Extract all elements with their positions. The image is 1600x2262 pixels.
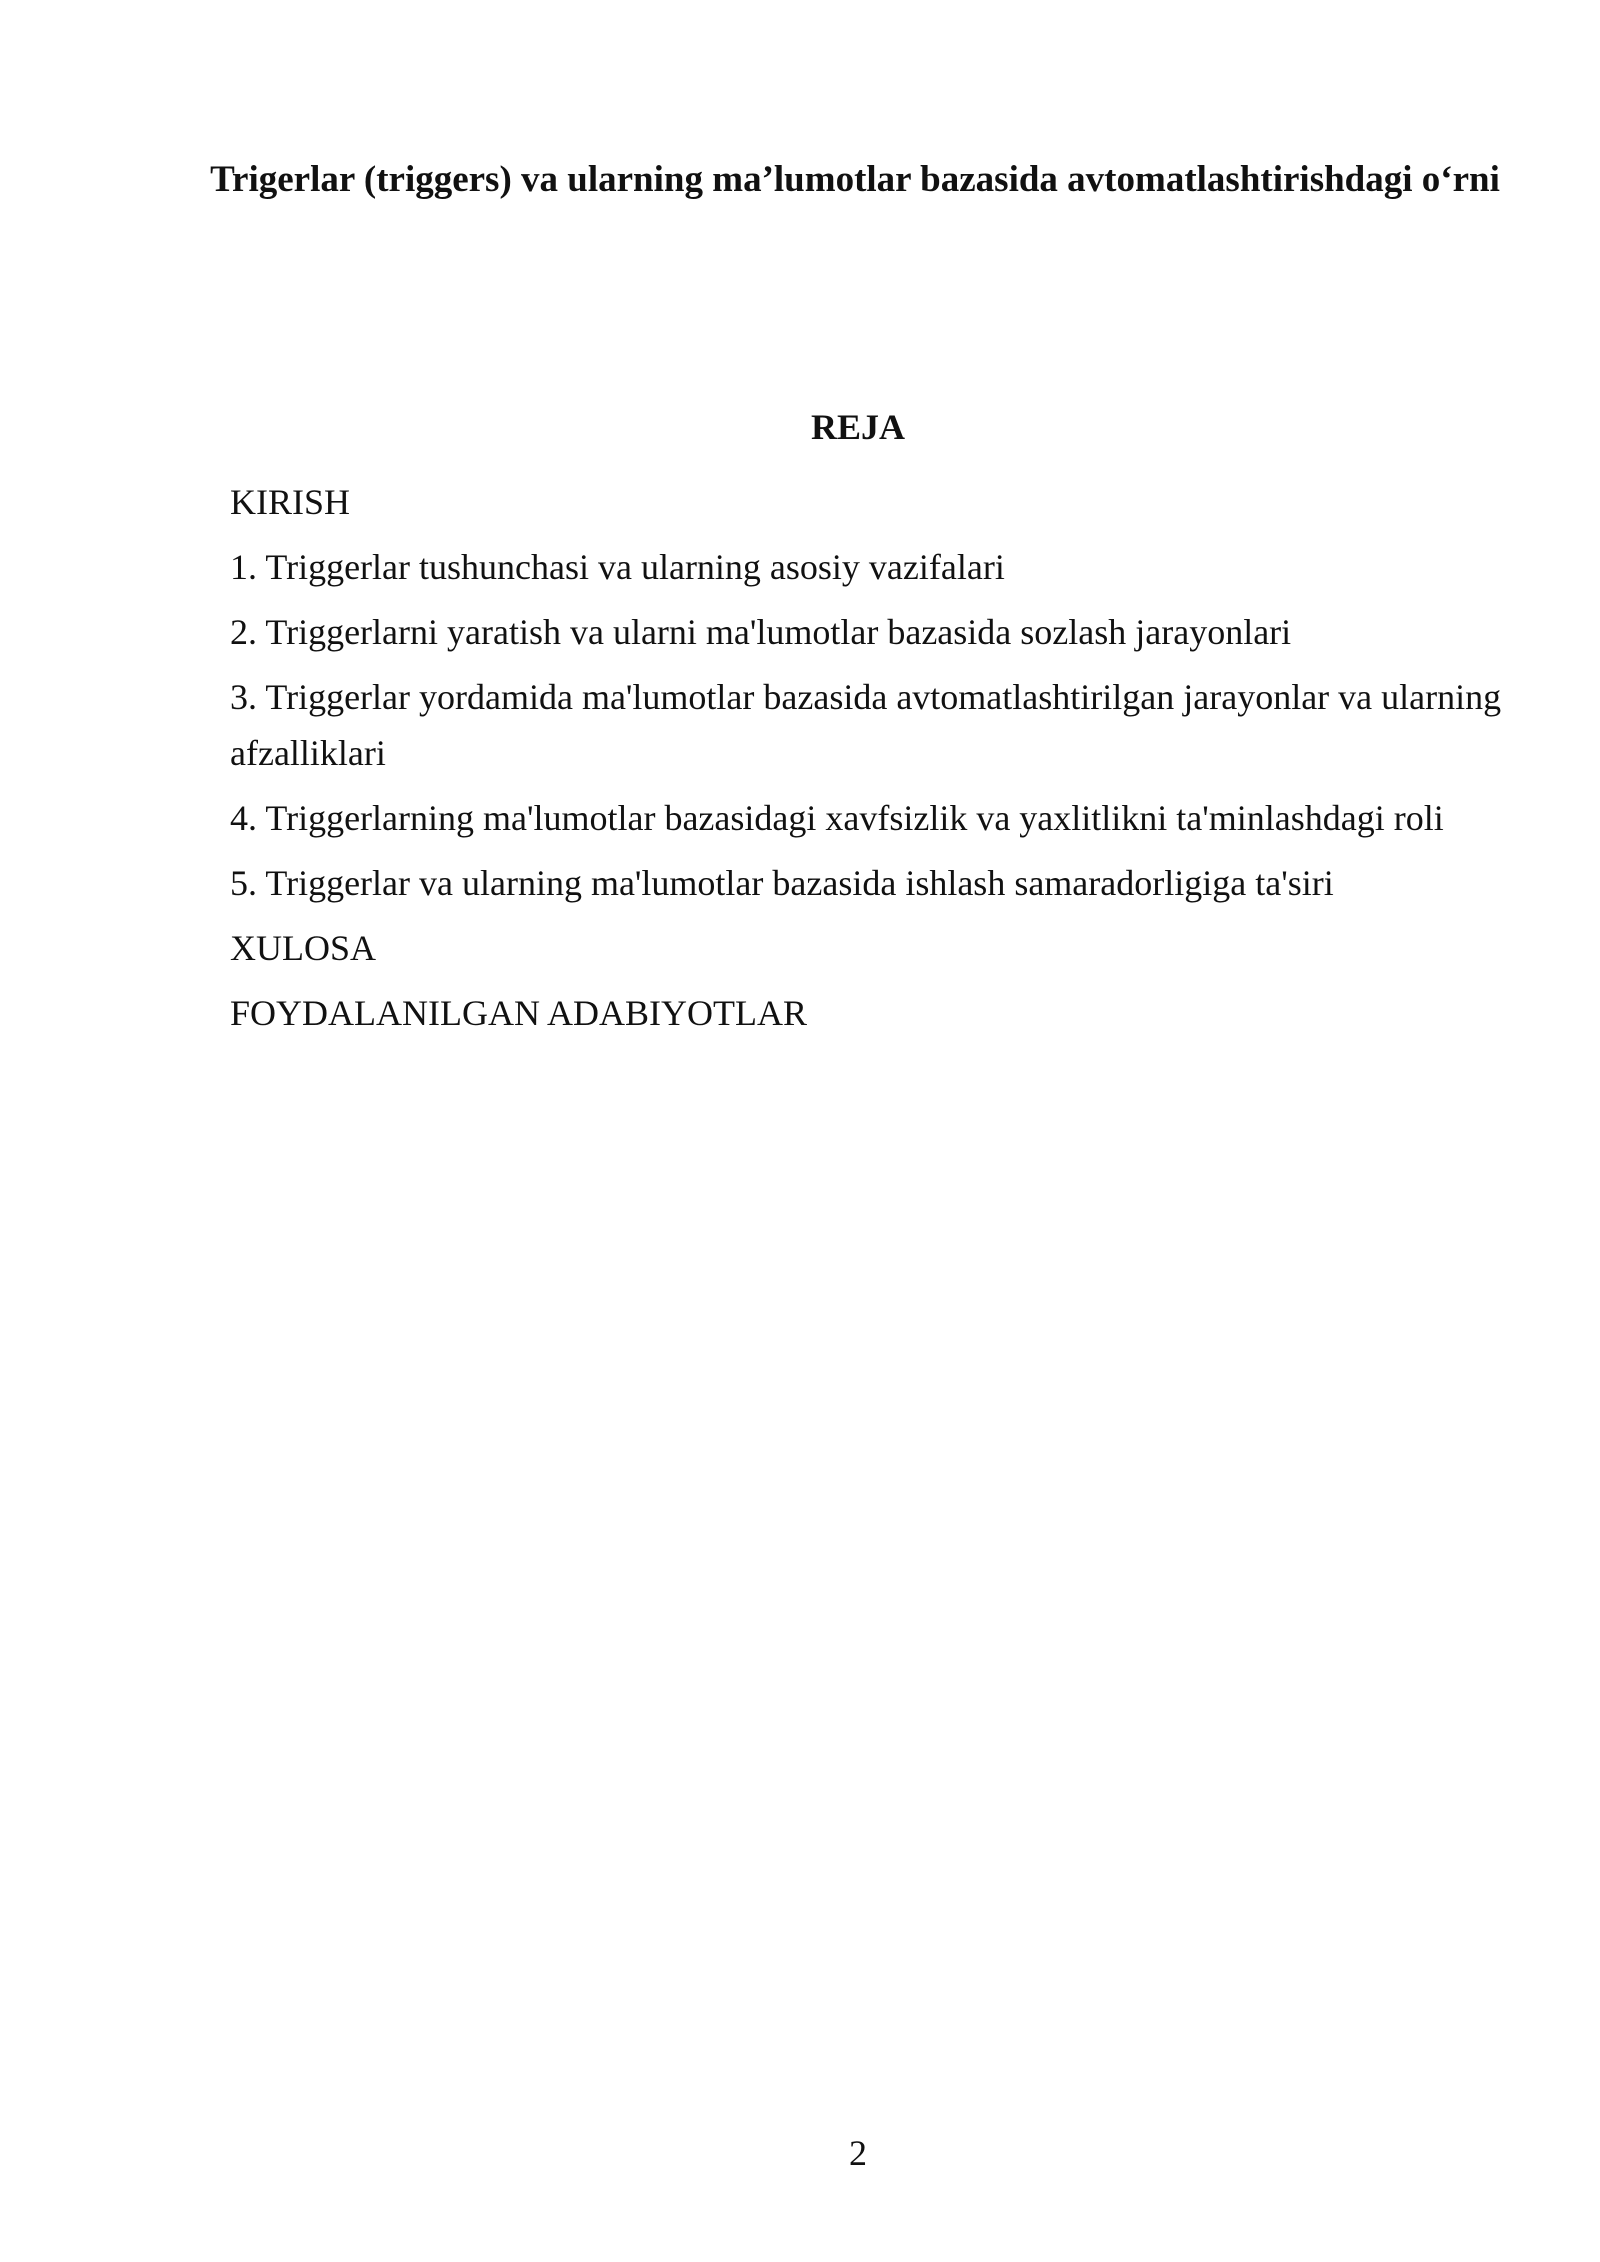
- plan-item-5: 5. Triggerlar va ularning ma'lumotlar bazasida ishlash samaradorligiga ta'siri: [230, 863, 1334, 903]
- plan-item-references: FOYDALANILGAN ADABIYOTLAR: [230, 993, 807, 1033]
- plan-heading: REJA: [810, 407, 905, 447]
- plan-item-intro: KIRISH: [230, 482, 351, 522]
- plan-item-conclusion: XULOSA: [230, 928, 377, 968]
- plan-item-3: 3. Triggerlar yordamida ma'lumotlar bazasida avtomatlashtirilgan jarayonlar va ularning afzalliklari: [230, 677, 1502, 773]
- document-title: Trigerlar (triggers) va ularning ma’lumotlar bazasida avtomatlashtirishdagi o‘rni: [210, 159, 1500, 200]
- plan-item-4: 4. Triggerlarning ma'lumotlar bazasidagi xavfsizlik va yaxlitlikni ta'minlashdagi roli: [230, 798, 1444, 838]
- plan-item-1: 1. Triggerlar tushunchasi va ularning asosiy vazifalari: [230, 547, 1005, 587]
- plan-item-2: 2. Triggerlarni yaratish va ularni ma'lumotlar bazasida sozlash jarayonlari: [230, 612, 1292, 652]
- plan-list: [230, 474, 1530, 1050]
- page-number: 2: [849, 2133, 867, 2173]
